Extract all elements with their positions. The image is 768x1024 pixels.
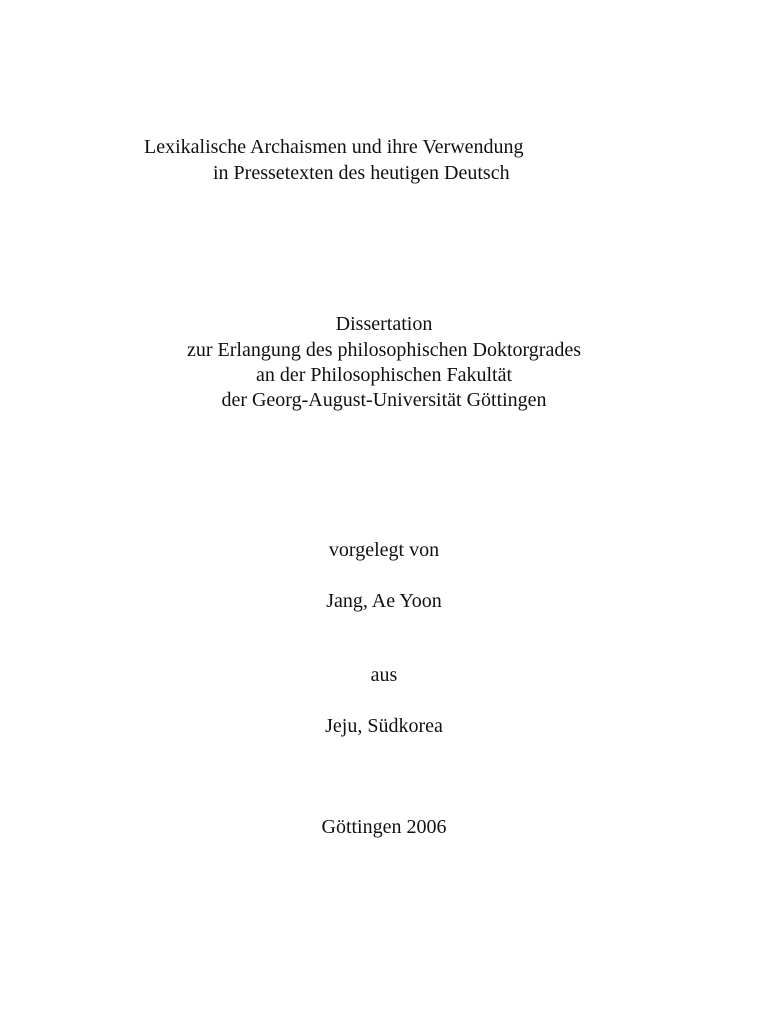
dissertation-heading: Dissertation bbox=[335, 313, 433, 335]
author-name: Jang, Ae Yoon bbox=[326, 590, 442, 612]
title-line-2: in Pressetexten des heutigen Deutsch bbox=[213, 162, 510, 184]
submitted-by-label: vorgelegt von bbox=[328, 539, 440, 561]
place-and-year: Göttingen 2006 bbox=[321, 816, 447, 838]
dissertation-purpose: zur Erlangung des philosophischen Doktorgrades bbox=[187, 339, 581, 361]
dissertation-university: der Georg-August-Universität Göttingen bbox=[221, 389, 547, 411]
dissertation-faculty: an der Philosophischen Fakultät bbox=[255, 364, 513, 386]
origin-label: aus bbox=[370, 664, 398, 686]
origin-place: Jeju, Südkorea bbox=[325, 715, 443, 737]
title-line-1: Lexikalische Archaismen und ihre Verwendung bbox=[144, 136, 524, 158]
